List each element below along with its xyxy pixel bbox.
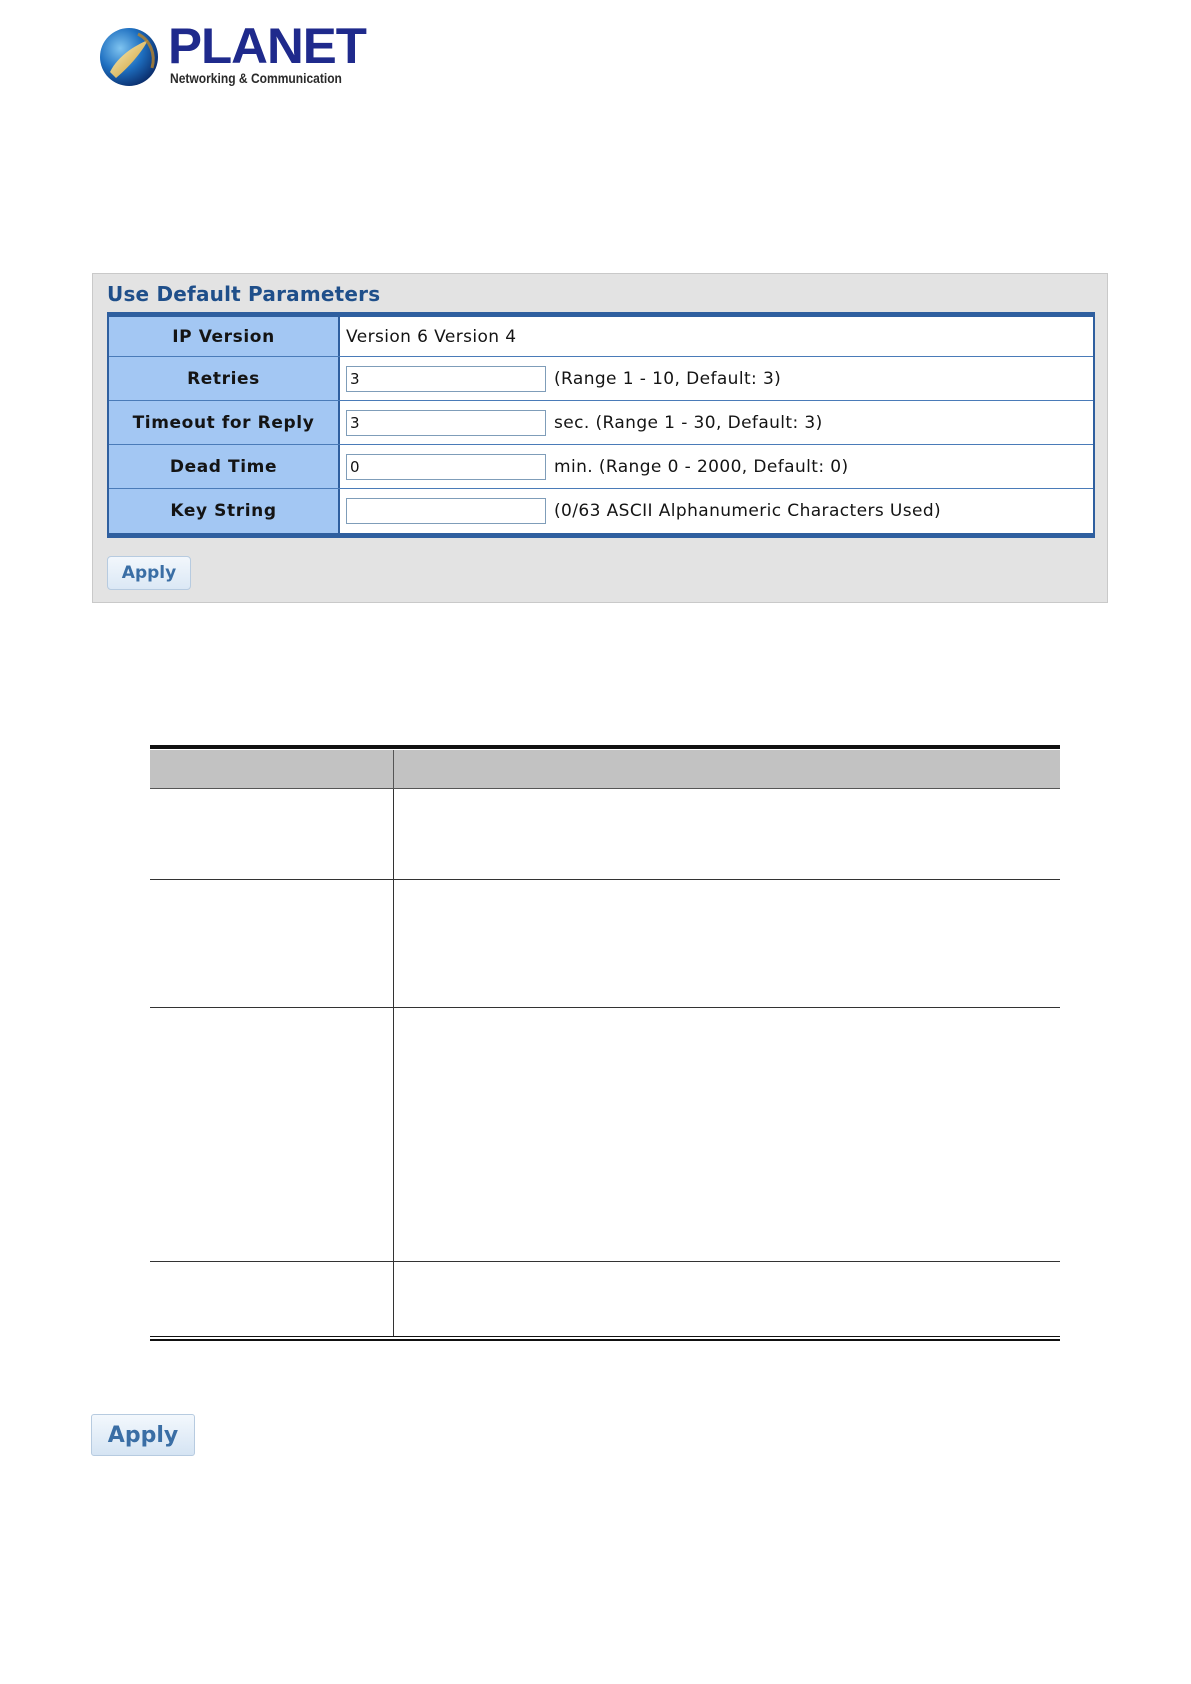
retries-hint: (Range 1 - 10, Default: 3) [554, 368, 782, 389]
table-row [150, 1008, 1060, 1262]
cell-divider [393, 789, 394, 879]
row-timeout-for-reply [109, 401, 1093, 445]
table-top-rule [150, 745, 1060, 749]
logo-wordmark: PLANET [168, 18, 366, 74]
cell-divider [393, 1262, 394, 1336]
dead-time-hint: min. (Range 0 - 2000, Default: 0) [554, 456, 849, 477]
description-table [150, 745, 1060, 1341]
key-string-hint: (0/63 ASCII Alphanumeric Characters Used) [554, 501, 942, 521]
dead-time-value-cell [340, 445, 1093, 488]
default-parameters-panel [92, 273, 1108, 603]
key-string-input[interactable] [346, 498, 546, 524]
parameters-table [107, 312, 1095, 538]
row-ip-version [109, 317, 1093, 357]
logo-tagline: Networking & Communication [170, 70, 342, 86]
row-retries [109, 357, 1093, 401]
retries-input[interactable] [346, 366, 546, 392]
key-string-label: Key String [109, 489, 340, 533]
key-string-value-cell [340, 489, 1093, 533]
retries-value-cell [340, 357, 1093, 400]
apply-button[interactable]: Apply [91, 1414, 195, 1456]
header-divider [393, 750, 394, 788]
timeout-input[interactable] [346, 410, 546, 436]
row-dead-time [109, 445, 1093, 489]
cell-divider [393, 880, 394, 1007]
table-bottom-rule [150, 1336, 1060, 1341]
timeout-label: Timeout for Reply [109, 401, 340, 444]
retries-label: Retries [109, 357, 340, 400]
timeout-value-cell [340, 401, 1093, 444]
table-header-row [150, 750, 1060, 789]
ip-version-label: IP Version [109, 317, 340, 356]
panel-apply-button[interactable]: Apply [107, 556, 191, 590]
dead-time-input[interactable] [346, 454, 546, 480]
ip-version-value: Version 6 Version 4 [346, 326, 517, 347]
planet-globe-icon [98, 26, 160, 88]
table-row [150, 1262, 1060, 1336]
timeout-hint: sec. (Range 1 - 30, Default: 3) [554, 412, 823, 433]
planet-logo [96, 18, 366, 94]
row-key-string [109, 489, 1093, 533]
table-row [150, 880, 1060, 1008]
panel-title: Use Default Parameters [107, 282, 381, 306]
table-row [150, 789, 1060, 880]
dead-time-label: Dead Time [109, 445, 340, 488]
cell-divider [393, 1008, 394, 1261]
